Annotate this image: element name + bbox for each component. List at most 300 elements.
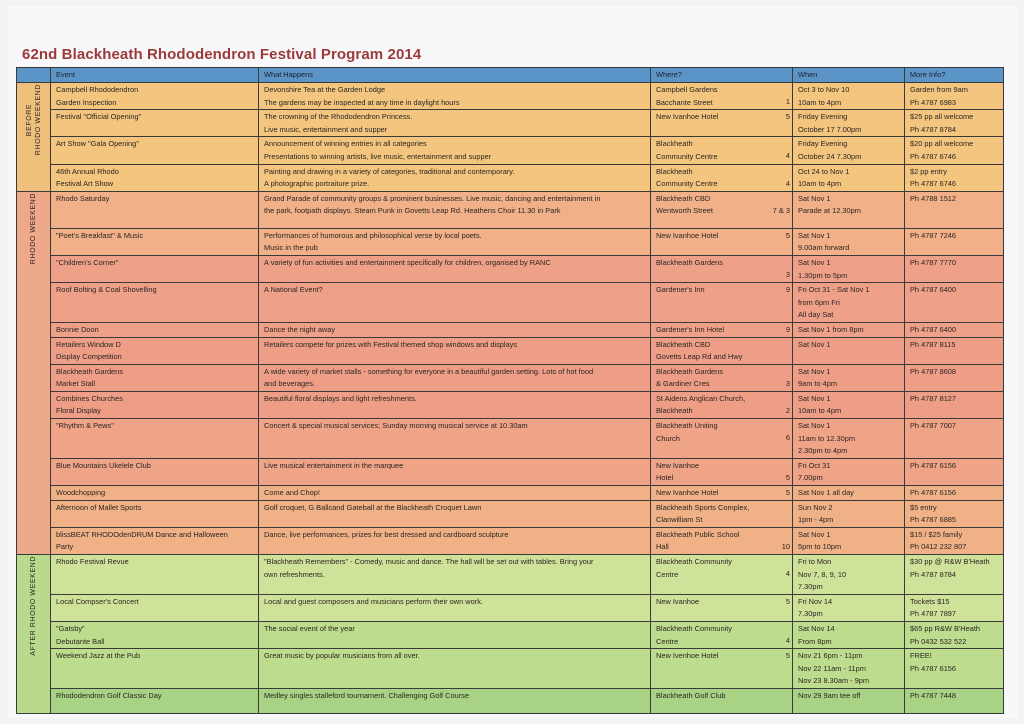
what-cell (259, 191, 651, 228)
table-row (17, 110, 1004, 137)
when-line: Fri Oct 31 - Sat Nov 1 (798, 285, 870, 295)
what-line: Come and Chop! (264, 488, 320, 498)
when-line: Sat Nov 1 (798, 193, 831, 203)
more-info-cell (905, 137, 1004, 164)
when-line: 10am to 4pm (798, 179, 842, 189)
what-cell (259, 500, 651, 527)
more-info-line: $65 pp R&W B'Heath (910, 623, 981, 633)
when-line: Sat Nov 1 all day (798, 488, 854, 498)
where-cell (651, 500, 793, 527)
when-cell (793, 322, 905, 337)
what-line: Devonshire Tea at the Garden Lodge (264, 85, 386, 94)
more-info-line: Ph 4787 8115 (910, 339, 956, 349)
event-line: Weekend Jazz at the Pub (56, 651, 141, 661)
event-line: Market Stall (56, 379, 96, 389)
more-info-line: $30 pp @ R&W B'Heath (910, 557, 990, 566)
table-row (17, 621, 1004, 648)
more-info-cell (905, 594, 1004, 621)
event-line: "Children's Corner" (56, 257, 119, 267)
what-line: A National Event? (264, 285, 323, 295)
section-label: AFTER RHODO WEEKEND (30, 556, 37, 656)
when-line: 7.30pm (798, 609, 823, 619)
table-row (17, 391, 1004, 418)
what-cell (259, 322, 651, 337)
what-line: own refreshments. (264, 569, 325, 579)
section-cell-before (17, 83, 51, 192)
where-cell (651, 364, 793, 391)
event-line: Blackheath Gardens (56, 366, 123, 376)
map-number: 5 (785, 112, 790, 122)
when-line: Sat Nov 1 (798, 529, 831, 539)
event-cell (51, 527, 259, 554)
table-row (17, 83, 1004, 110)
where-line: Centre (656, 636, 679, 646)
header-where: Where? (651, 68, 793, 83)
event-line: "Poet's Breakfast" & Music (56, 230, 144, 240)
when-line: 9am to 4pm (798, 379, 838, 389)
event-line: Art Show "Gala Opening" (56, 139, 139, 149)
table-row (17, 283, 1004, 323)
header-section (17, 68, 51, 83)
what-cell (259, 110, 651, 137)
where-cell (651, 621, 793, 648)
more-info-line: Ph 4787 6983 (910, 97, 957, 107)
what-line: Presentations to winning artists, live music, entertainment and supper (264, 151, 492, 161)
what-cell (259, 364, 651, 391)
when-line: 10am to 4pm (798, 97, 842, 107)
where-cell (651, 337, 793, 364)
where-line: Blackheath Uniting (656, 421, 718, 431)
what-cell (259, 283, 651, 323)
what-line: Performances of humorous and philosophical verse by local poets. (264, 230, 482, 240)
more-info-cell (905, 688, 1004, 713)
what-line: the park, footpath displays. Steam Punk in Govetts Leap Rd. Heathens Choir 11.30 in Park (264, 206, 561, 216)
event-line: Rhodo Saturday (56, 193, 110, 203)
more-info-line: Ph 4787 7007 (910, 421, 957, 431)
what-cell (259, 337, 651, 364)
where-line: Gardener's Inn Hotel (656, 324, 724, 334)
table-row (17, 364, 1004, 391)
what-line: and beverages. (264, 379, 315, 389)
map-number: 5 (785, 488, 790, 498)
more-info-line: Ph 4787 7246 (910, 230, 957, 240)
more-info-cell (905, 283, 1004, 323)
event-cell (51, 555, 259, 595)
what-line: A wide variety of market stalls - something for everyone in a beautiful garden setting. Lots of hot food (264, 366, 594, 376)
when-line: 9.00am forward (798, 243, 850, 253)
more-info-line: Ph 4787 8608 (910, 366, 957, 376)
when-line: Sat Nov 14 (798, 623, 835, 633)
more-info-cell (905, 337, 1004, 364)
header-row (17, 68, 1004, 83)
more-info-cell (905, 255, 1004, 282)
event-line: Debutante Ball (56, 636, 105, 646)
map-number: 3 (785, 269, 790, 279)
more-info-line: Ph 4787 6156 (910, 663, 957, 673)
map-number: 6 (785, 433, 790, 443)
what-cell (259, 649, 651, 689)
more-info-cell (905, 486, 1004, 501)
when-line: Sat Nov 1 (798, 339, 831, 349)
page-title: 62nd Blackheath Rhododendron Festival Program 2014 (22, 46, 422, 63)
what-line: The crowning of the Rhododendron Princess. (264, 112, 413, 122)
map-number: 1 (785, 97, 790, 106)
where-line: Community Centre (656, 151, 718, 161)
when-cell (793, 500, 905, 527)
what-cell (259, 621, 651, 648)
what-cell (259, 83, 651, 110)
when-line: Nov 7, 8, 9, 10 (798, 569, 847, 579)
map-number: 4 (785, 635, 790, 645)
what-line: Live musical entertainment in the marquee (264, 460, 404, 470)
table-row (17, 594, 1004, 621)
event-line: Retailers Window D (56, 339, 121, 349)
when-line: Sat Nov 1 (798, 393, 831, 403)
when-line: Sat Nov 1 (798, 421, 831, 431)
map-number: 5 (785, 230, 790, 240)
what-line: A variety of fun activities and entertainment specifically for children, organised by RANC (264, 257, 551, 267)
table-row (17, 500, 1004, 527)
more-info-line: Ph 4787 8127 (910, 393, 957, 403)
event-line: Combines Churches (56, 393, 123, 403)
when-line: 1.30pm to 5pm (798, 270, 848, 280)
when-line: Sat Nov 1 (798, 366, 831, 376)
event-line: Floral Display (56, 406, 101, 416)
where-cell (651, 527, 793, 554)
where-cell (651, 486, 793, 501)
more-info-cell (905, 110, 1004, 137)
more-info-cell (905, 364, 1004, 391)
where-line: Community Centre (656, 179, 718, 189)
more-info-line: Ph 4787 6746 (910, 151, 957, 161)
when-line: 10am to 4pm (798, 406, 842, 416)
map-number: 3 (785, 378, 790, 388)
map-number: 4 (785, 178, 790, 188)
when-cell (793, 164, 905, 191)
where-line: New Ivanhoe (656, 596, 700, 606)
where-line: New Ivenhoe Hotel (656, 651, 719, 661)
map-number: 2 (785, 405, 790, 415)
table-row (17, 228, 1004, 255)
table-row (17, 137, 1004, 164)
event-line: Garden Inspection (56, 97, 117, 107)
what-line: Local and guest composers and musicians perform their own work. (264, 596, 483, 606)
event-cell (51, 83, 259, 110)
event-cell (51, 228, 259, 255)
more-info-line: $5 entry (910, 502, 937, 512)
event-line: Festival "Official Opening" (56, 112, 142, 122)
event-cell (51, 500, 259, 527)
what-line: Grand Parade of community groups & prominent businesses. Live music, dancing and entertainment in (264, 193, 601, 203)
table-row (17, 527, 1004, 554)
where-line: Gardener's Inn (656, 285, 705, 295)
where-cell (651, 594, 793, 621)
event-line: Woodchopping (56, 488, 106, 498)
when-cell (793, 191, 905, 228)
event-line: blissBEAT RHODOdenDRUM Dance and Halloween (56, 529, 228, 539)
section-label: RHODO WEEKEND (30, 192, 37, 264)
where-cell (651, 255, 793, 282)
when-line: Oct 24 to Nov 1 (798, 166, 850, 176)
what-line: Retailers compete for prizes with Festival themed shop windows and displays (264, 339, 518, 349)
map-number: 7 & 3 (772, 205, 790, 215)
when-cell (793, 283, 905, 323)
more-info-line: Ph 4787 7897 (910, 609, 957, 619)
event-cell (51, 137, 259, 164)
where-cell (651, 110, 793, 137)
when-line: 5pm to 10pm (798, 542, 842, 552)
map-number: 4 (785, 569, 790, 578)
where-line: Blackheath Gardens (656, 366, 723, 376)
when-cell (793, 649, 905, 689)
when-cell (793, 621, 905, 648)
header-more: More Info? (905, 68, 1004, 83)
more-info-line: Ph 4787 6400 (910, 324, 957, 334)
more-info-cell (905, 419, 1004, 459)
more-info-line: Ph 4787 7770 (910, 257, 957, 267)
header-event: Event (51, 68, 259, 83)
event-line: Afternoon of Mallet Sports (56, 502, 142, 512)
more-info-line: Ph 4787 6400 (910, 285, 957, 295)
when-cell (793, 83, 905, 110)
when-cell (793, 137, 905, 164)
where-line: Govetts Leap Rd and Hwy (656, 352, 743, 362)
when-line: Sat Nov 1 from 8pm (798, 324, 864, 334)
when-line: October 24 7.30pm (798, 151, 862, 161)
what-cell (259, 527, 651, 554)
when-line: Nov 21 6pm - 11pm (798, 651, 863, 661)
where-line: Blackheath CBD (656, 193, 711, 203)
what-line: The gardens may be inspected at any time in daylight hours (264, 97, 460, 107)
more-info-line: Ph 4787 6746 (910, 179, 957, 189)
when-cell (793, 337, 905, 364)
what-cell (259, 164, 651, 191)
table-row (17, 486, 1004, 501)
event-cell (51, 621, 259, 648)
event-cell (51, 649, 259, 689)
where-line: Bacchante Street (656, 97, 713, 107)
when-line: Sat Nov 1 (798, 230, 831, 240)
header-what: What Happens (259, 68, 651, 83)
table-row (17, 555, 1004, 595)
when-cell (793, 110, 905, 137)
what-cell (259, 555, 651, 595)
when-cell (793, 594, 905, 621)
event-cell (51, 594, 259, 621)
where-line: New Ivanhoe Hotel (656, 488, 719, 498)
where-line: Blackheath Gardens (656, 257, 723, 267)
when-cell (793, 486, 905, 501)
when-line: from 6pm Fri (798, 297, 840, 307)
map-number: 4 (785, 151, 790, 161)
what-cell (259, 255, 651, 282)
where-line: Blackheath Golf Club (656, 690, 726, 700)
what-line: A photographic portraiture prize. (264, 179, 370, 189)
where-cell (651, 228, 793, 255)
more-info-cell (905, 649, 1004, 689)
more-info-cell (905, 555, 1004, 595)
event-cell (51, 191, 259, 228)
where-line: New Ivanhoe (656, 460, 700, 470)
more-info-line: Ph 0432 532 522 (910, 636, 967, 646)
when-line: Sun Nov 2 (798, 502, 833, 512)
where-cell (651, 391, 793, 418)
where-line: Blackheath Community (656, 557, 732, 566)
map-number: 5 (785, 472, 790, 482)
when-line: Fri Nov 14 (798, 596, 833, 606)
where-line: New Ivanhoe Hotel (656, 230, 719, 240)
what-line: Great music by popular musicians from all over. (264, 651, 420, 661)
what-line: Medley singles stalleford tournament. Challenging Golf Course (264, 690, 469, 700)
when-line: Friday Evening (798, 112, 848, 122)
map-number: 9 (785, 324, 790, 334)
event-line: Display Competition (56, 352, 122, 362)
event-line: Festival Art Show (56, 179, 114, 189)
more-info-cell (905, 527, 1004, 554)
when-line: 11am to 12.30pm (798, 433, 855, 443)
more-info-line: Ph 4787 8784 (910, 124, 957, 134)
event-cell (51, 255, 259, 282)
event-cell (51, 164, 259, 191)
where-line: Clanwilliam St (656, 515, 703, 525)
event-cell (51, 110, 259, 137)
when-cell (793, 527, 905, 554)
where-cell (651, 555, 793, 595)
when-cell (793, 419, 905, 459)
where-line: Blackheath (656, 139, 693, 149)
when-line: Nov 22 11am - 11pm (798, 663, 866, 673)
where-cell (651, 688, 793, 713)
event-line: Rhodo Festival Revue (56, 557, 129, 566)
what-line: The social event of the year (264, 623, 355, 633)
more-info-line: Ph 0412 232 807 (910, 542, 967, 552)
what-line: Music in the pub (264, 243, 318, 253)
what-line: Dance, live performances, prizes for best dressed and cardboard sculpture (264, 529, 509, 539)
more-info-line: Ph 4787 6885 (910, 515, 957, 525)
more-info-line: $15 / $25 family (910, 529, 963, 539)
more-info-cell (905, 322, 1004, 337)
what-cell (259, 391, 651, 418)
more-info-line: $25 pp all welcome (910, 112, 974, 122)
where-cell (651, 137, 793, 164)
what-line: Live music, entertainment and supper (264, 124, 388, 134)
what-line: "Blackheath Remembers" - Comedy, music and dance. The hall will be set out with tables. Bring your (264, 557, 594, 566)
more-info-cell (905, 228, 1004, 255)
section-label: BEFORE RHODO WEEKEND (25, 84, 42, 156)
event-cell (51, 283, 259, 323)
more-info-cell (905, 83, 1004, 110)
more-info-cell (905, 500, 1004, 527)
more-info-line: Tockets $15 (910, 596, 950, 606)
map-number: 5 (785, 651, 790, 661)
table-row (17, 255, 1004, 282)
event-cell (51, 391, 259, 418)
event-cell (51, 337, 259, 364)
when-line: 2.30pm to 4pm (798, 446, 848, 456)
what-line: Beautiful floral displays and light refreshments. (264, 393, 417, 403)
where-line: Blackheath Public School (656, 529, 740, 539)
event-line: Local Compser's Concert (56, 596, 139, 606)
what-cell (259, 228, 651, 255)
where-cell (651, 649, 793, 689)
event-line: Campbell Rhododendron (56, 85, 139, 94)
table-row (17, 191, 1004, 228)
where-line: Centre (656, 569, 679, 579)
what-line: Painting and drawing in a variety of categories, traditional and contemporary. (264, 166, 515, 176)
section-cell-rhodo (17, 191, 51, 554)
when-cell (793, 555, 905, 595)
when-cell (793, 458, 905, 485)
more-info-cell (905, 391, 1004, 418)
more-info-line: FREE! (910, 651, 932, 661)
when-line: Fri Oct 31 (798, 460, 831, 470)
when-line: Fri to Mon (798, 557, 832, 566)
event-line: Bonnie Doon (56, 324, 99, 334)
when-line: 7.30pm (798, 582, 823, 592)
when-line: All day Sat (798, 310, 834, 320)
table-row (17, 337, 1004, 364)
when-cell (793, 228, 905, 255)
where-line: Church (656, 433, 680, 443)
event-line: 46th Annual Rhodo (56, 166, 119, 176)
where-line: Campbell Gardens (656, 85, 718, 94)
map-number: 9 (785, 285, 790, 295)
more-info-line: Ph 4787 6156 (910, 488, 957, 498)
when-line: From 8pm (798, 636, 832, 646)
more-info-line: $20 pp all welcome (910, 139, 974, 149)
where-line: St Aidens Anglican Church, (656, 393, 746, 403)
what-line: Concert & special musical services; Sunday morning musical service at 10.30am (264, 421, 528, 431)
when-cell (793, 688, 905, 713)
what-cell (259, 419, 651, 459)
table-row (17, 688, 1004, 713)
event-cell (51, 688, 259, 713)
where-cell (651, 322, 793, 337)
where-line: Hotel (656, 473, 674, 483)
when-line: Nov 29 9am tee off (798, 690, 861, 700)
event-cell (51, 458, 259, 485)
where-line: Blackheath (656, 166, 693, 176)
table-row (17, 649, 1004, 689)
map-number: 5 (785, 596, 790, 606)
event-cell (51, 486, 259, 501)
when-line: Sat Nov 1 (798, 257, 831, 267)
what-line: Golf croquet, G Ballcand Gateball at the Blackheath Croquet Lawn (264, 502, 482, 512)
where-line: Wentworth Street (656, 206, 713, 216)
what-cell (259, 458, 651, 485)
when-cell (793, 391, 905, 418)
when-line: 1pm - 4pm (798, 515, 834, 525)
when-line: Nov 23 8.30am - 9pm (798, 676, 870, 686)
more-info-cell (905, 164, 1004, 191)
event-cell (51, 419, 259, 459)
table-row (17, 322, 1004, 337)
table-row (17, 419, 1004, 459)
event-cell (51, 322, 259, 337)
when-line: 7.00pm (798, 473, 823, 483)
event-cell (51, 364, 259, 391)
when-cell (793, 364, 905, 391)
event-line: "Rhythm & Pews" (56, 421, 114, 431)
where-cell (651, 283, 793, 323)
where-line: Blackheath CBD (656, 339, 711, 349)
what-cell (259, 486, 651, 501)
event-line: "Gatsby" (56, 623, 85, 633)
event-line: Party (56, 542, 74, 552)
where-line: Hall (656, 542, 669, 552)
table-row (17, 458, 1004, 485)
what-line: Announcement of winning entries in all categories (264, 139, 427, 149)
